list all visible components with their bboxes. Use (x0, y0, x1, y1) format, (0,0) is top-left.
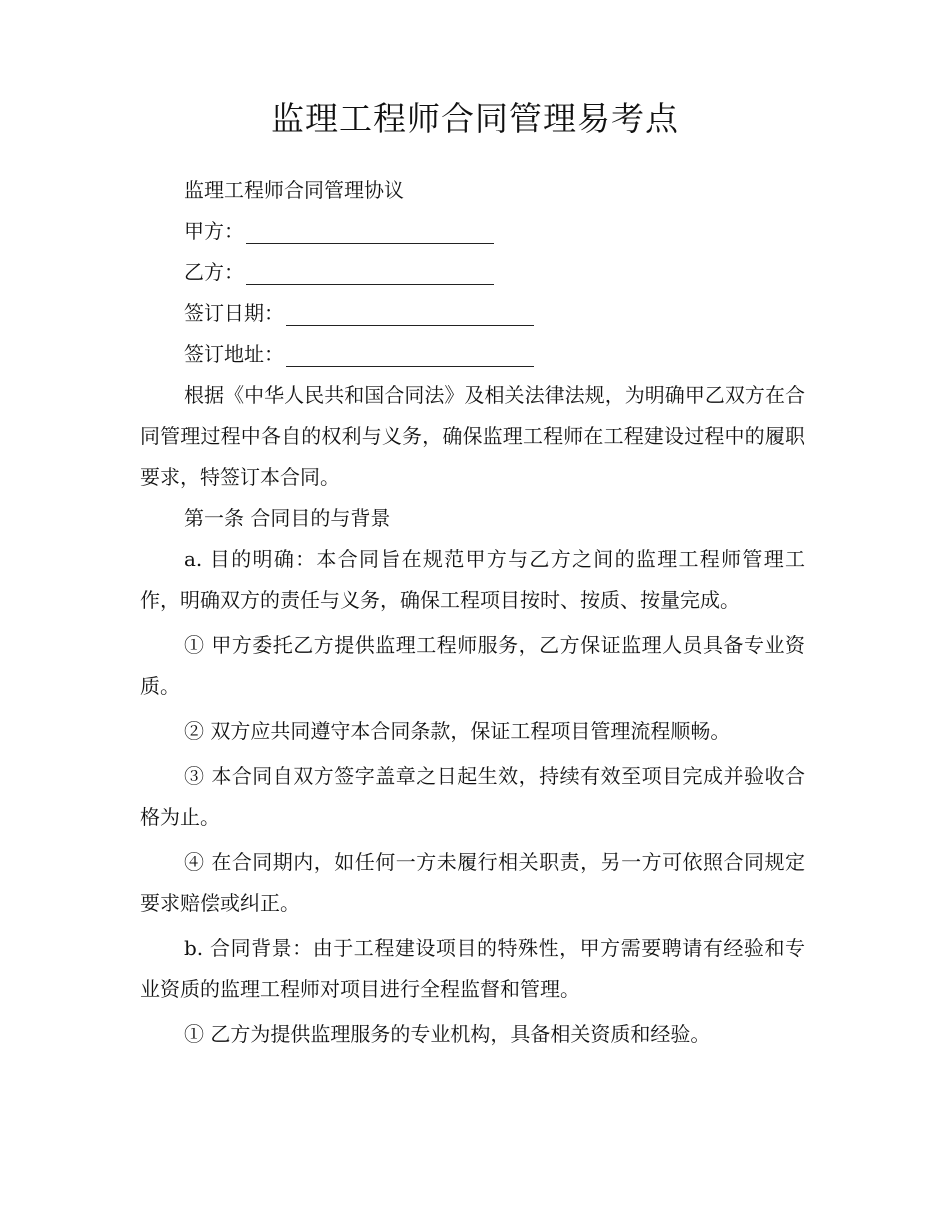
article-1-item-a: a. 目的明确：本合同旨在规范甲方与乙方之间的监理工程师管理工作，明确双方的责任与义务，确保工程项目按时、按质、按量完成。 (140, 547, 805, 612)
article-1-a1: ① 甲方委托乙方提供监理工程师服务，乙方保证监理人员具备专业资质。 (140, 633, 805, 698)
sign-date-label: 签订日期： (184, 301, 284, 325)
article-1-a4: ④ 在合同期内，如任何一方未履行相关职责，另一方可依照合同规定要求赔偿或纠正。 (140, 850, 805, 915)
sign-place-blank (286, 342, 534, 367)
party-a-blank (246, 219, 494, 244)
party-b-blank (246, 260, 494, 285)
party-b-field (140, 252, 805, 293)
article-1-b1: ① 乙方为提供监理服务的专业机构，具备相关资质和经验。 (184, 1022, 711, 1046)
article-1-a3: ③ 本合同自双方签字盖章之日起生效，持续有效至项目完成并验收合格为止。 (140, 764, 805, 829)
sign-place-field (140, 334, 805, 375)
document-title: 监理工程师合同管理易考点 (271, 99, 679, 138)
party-b-label: 乙方： (184, 260, 244, 284)
agreement-subtitle: 监理工程师合同管理协议 (184, 178, 404, 202)
party-a-label: 甲方： (184, 219, 244, 243)
article-1-a2: ② 双方应共同遵守本合同条款，保证工程项目管理流程顺畅。 (184, 719, 731, 743)
document-body (140, 170, 805, 1055)
party-a-field (140, 211, 805, 252)
sign-date-blank (286, 301, 534, 326)
preamble-paragraph: 根据《中华人民共和国合同法》及相关法律法规，为明确甲乙双方在合同管理过程中各自的权利与义务，确保监理工程师在工程建设过程中的履职要求，特签订本合同。 (140, 383, 805, 489)
sign-date-field (140, 293, 805, 334)
article-1-heading: 第一条 合同目的与背景 (184, 506, 391, 530)
sign-place-label: 签订地址： (184, 342, 284, 366)
article-1-item-b: b. 合同背景：由于工程建设项目的特殊性，甲方需要聘请有经验和专业资质的监理工程师对项目进行全程监督和管理。 (140, 936, 805, 1001)
